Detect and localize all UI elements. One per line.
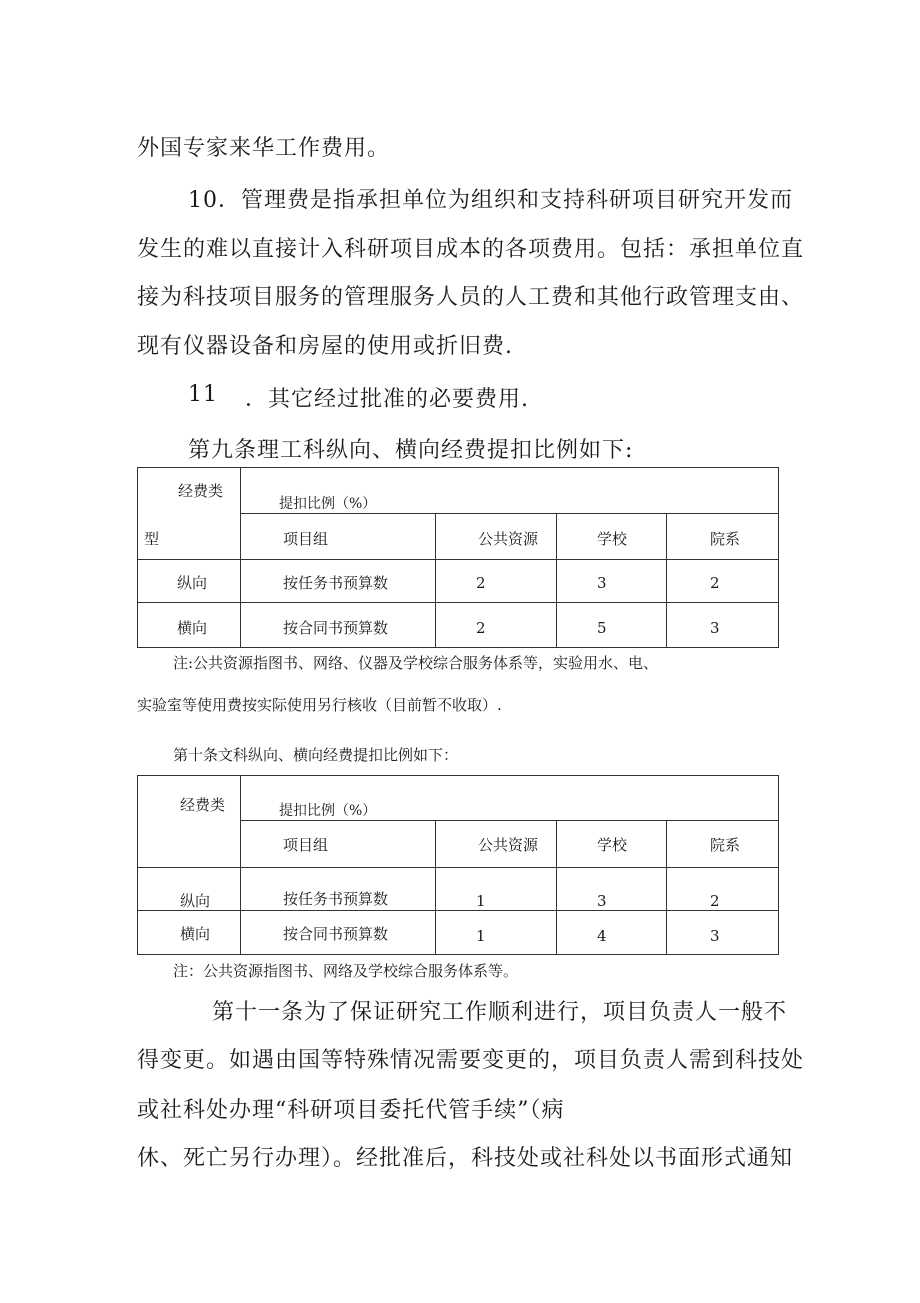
ratio-header: 提扣比例（%） (279, 803, 377, 819)
paragraph-line: 外国专家来华工作费用。 (137, 136, 391, 161)
table-row (138, 603, 779, 648)
note-1-line-2: 实验室等使用费按实际使用另行核收（目前暂不收取）. (137, 696, 502, 714)
item-11-number: 11 (188, 382, 218, 407)
article-11-line-2: 得变更。如遇由国等特殊情况需要变更的，项目负责人需到科技处 (137, 1048, 805, 1073)
type-header-cell (138, 776, 241, 868)
note-2: 注：公共资源指图书、网络及学校综合服务体系等。 (173, 962, 519, 980)
item-10-line-3: 接为科技项目服务的管理服务人员的人工费和其他行政管理支由、 (137, 285, 805, 310)
row-group: 按合同书预算数 (241, 911, 436, 955)
type-header-cell (138, 468, 241, 560)
column-header: 公共资源 (436, 514, 557, 560)
item-10-line-2: 发生的难以直接计入科研项目成本的各项费用。包括：承担单位直 (137, 237, 805, 262)
row-dept: 3 (667, 911, 779, 955)
article-9-heading: 第九条理工科纵向、横向经费提扣比例如下: (188, 438, 634, 463)
row-school: 3 (557, 868, 667, 911)
ratio-header: 提扣比例（%） (279, 496, 377, 512)
row-group: 按任务书预算数 (241, 868, 436, 911)
column-header: 项目组 (241, 821, 436, 868)
type-label-top: 经费类 (178, 482, 224, 500)
column-header: 公共资源 (436, 821, 557, 868)
type-label: 经费类 (180, 796, 226, 814)
table-row (138, 560, 779, 603)
column-header: 学校 (557, 514, 667, 560)
note-1-line-1: 注:公共资源指图书、网络、仪器及学校综合服务体系等，实验用水、电、 (173, 654, 659, 672)
row-school: 3 (557, 560, 667, 603)
table-row (138, 868, 779, 911)
row-public: 2 (436, 603, 557, 648)
row-school: 4 (557, 911, 667, 955)
row-type: 横向 (138, 603, 241, 648)
row-school: 5 (557, 603, 667, 648)
item-10-line-4: 现有仪器设备和房屋的使用或折旧费. (137, 334, 513, 359)
row-type: 横向 (138, 911, 241, 955)
row-public: 2 (436, 560, 557, 603)
row-dept: 3 (667, 603, 779, 648)
ratio-header-cell (241, 776, 779, 821)
row-dept: 2 (667, 560, 779, 603)
item-11-text: ．其它经过批准的必要费用. (245, 387, 529, 412)
ratio-table-science (137, 467, 779, 648)
column-header: 院系 (667, 514, 779, 560)
row-type: 纵向 (138, 560, 241, 603)
article-11-line-1: 第十一条为了保证研究工作顺利进行，项目负责人一般不 (212, 1000, 788, 1025)
article-11-line-3: 或社科处办理“科研项目委托代管手续”（病 (137, 1098, 565, 1123)
column-header: 项目组 (241, 514, 436, 560)
table-row (138, 911, 779, 955)
column-header: 学校 (557, 821, 667, 868)
row-group: 按合同书预算数 (241, 603, 436, 648)
column-header: 院系 (667, 821, 779, 868)
ratio-header-cell (241, 468, 779, 514)
article-11-line-4: 休、死亡另行办理）。经批准后，科技处或社科处以书面形式通知 (137, 1146, 794, 1171)
row-group: 按任务书预算数 (241, 560, 436, 603)
row-dept: 2 (667, 868, 779, 911)
type-label-bottom: 型 (144, 530, 160, 548)
article-10-heading: 第十条文科纵向、横向经费提扣比例如下： (173, 746, 459, 764)
item-10-line-1: 10．管理费是指承担单位为组织和支持科研项目研究开发而 (188, 188, 793, 213)
ratio-table-liberal-arts (137, 775, 779, 955)
row-type: 纵向 (138, 868, 241, 911)
row-public: 1 (436, 868, 557, 911)
row-public: 1 (436, 911, 557, 955)
